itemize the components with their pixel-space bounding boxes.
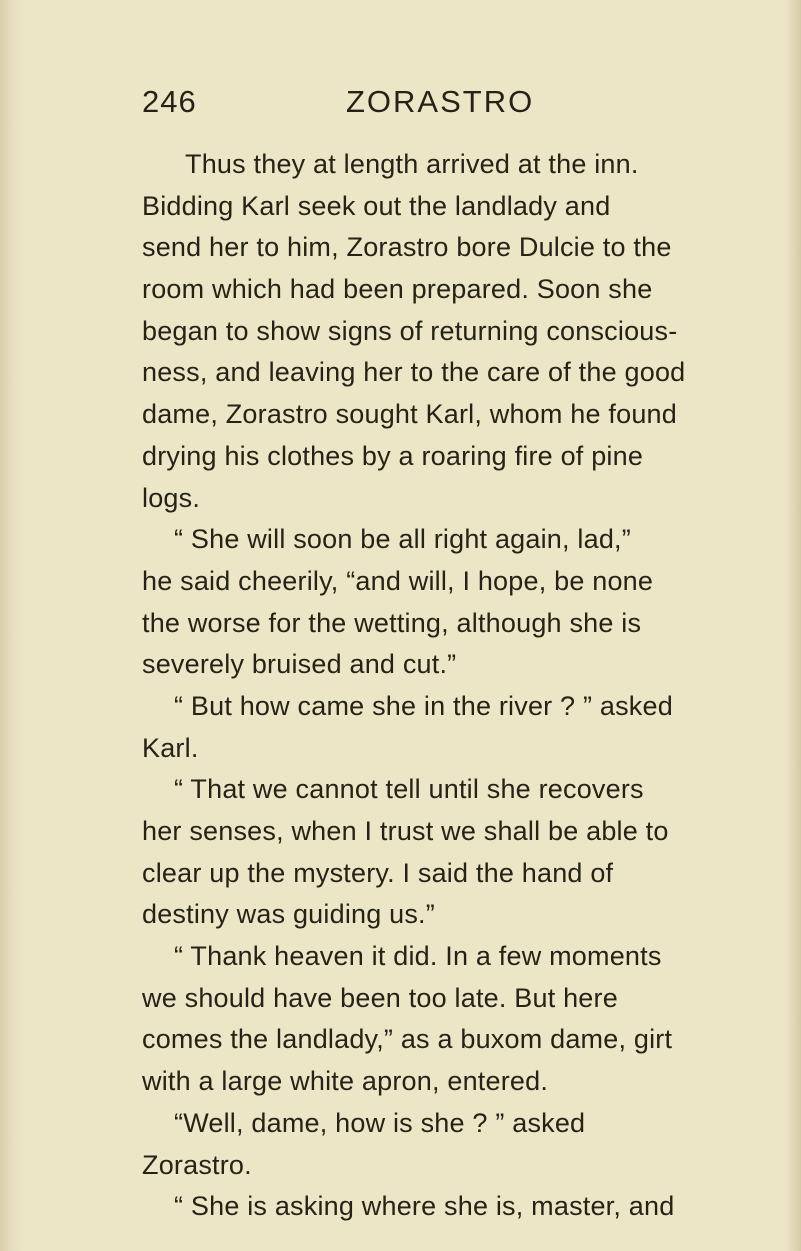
text-line: “ Thank heaven it did. In a few moments (174, 941, 662, 972)
text-line: “ She will soon be all right again, lad,” (174, 524, 631, 555)
text-line: Thus they at length arrived at the inn. (185, 149, 639, 179)
text-line: severely bruised and cut.” (142, 649, 457, 680)
text-line: destiny was guiding us.” (142, 899, 435, 930)
running-title: ZORASTRO (346, 84, 535, 119)
text-line: comes the landlady,” as a buxom dame, girt (142, 1024, 673, 1055)
text-line: Zorastro. (142, 1149, 252, 1180)
text-line: Bidding Karl seek out the landlady and (142, 190, 611, 221)
text-line: the worse for the wetting, although she is (142, 607, 642, 638)
text-line: drying his clothes by a roaring fire of pine (142, 440, 644, 471)
text-line: clear up the mystery. I said the hand of (142, 857, 614, 888)
text-line: her senses, when I trust we shall be able to (142, 816, 669, 846)
text-line: dame, Zorastro sought Karl, whom he found (142, 399, 677, 430)
text-line: “Well, dame, how is she ? ” asked (174, 1107, 586, 1138)
text-line: we should have been too late. But here (142, 982, 618, 1013)
text-line: Karl. (142, 732, 199, 763)
text-line: he said cheerily, “and will, I hope, be none (142, 565, 654, 596)
text-line: “ But how came she in the river ? ” asked (174, 690, 673, 721)
text-line: send her to him, Zorastro bore Dulcie to the (142, 232, 672, 263)
text-line: logs. (142, 482, 201, 513)
text-line: “ That we cannot tell until she recovers (174, 774, 644, 805)
text-line: with a large white apron, entered. (142, 1066, 549, 1097)
text-line: room which had been prepared. Soon she (142, 274, 653, 305)
body-text (142, 144, 742, 1228)
text-line: ness, and leaving her to the care of the good (142, 357, 686, 388)
text-line: “ She is asking where she is, master, and (174, 1191, 675, 1222)
running-header (142, 84, 542, 124)
page-edge-right (783, 0, 801, 1251)
page-number: 246 (142, 84, 197, 119)
page-edge-left (0, 0, 22, 1251)
text-line: began to show signs of returning conscious- (142, 315, 678, 346)
